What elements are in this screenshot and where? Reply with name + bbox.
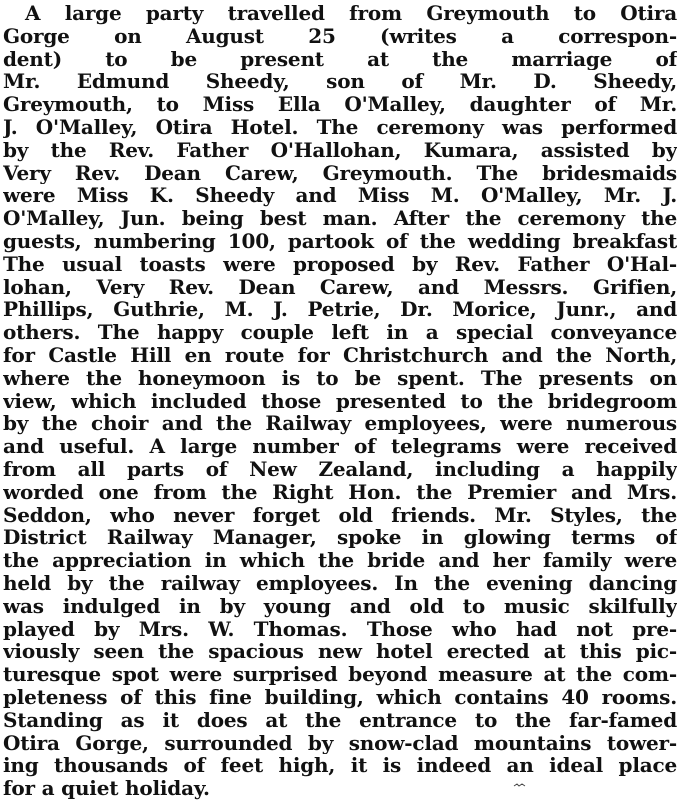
article-line: played by Mrs. W. Thomas. Those who had not pre- (3, 617, 677, 641)
article-line: pleteness of this fine building, which contains 40 rooms. (3, 685, 677, 709)
article-line: were Miss K. Sheedy and Miss M. O'Malley, Mr. J. (3, 184, 677, 208)
article-line: for Castle Hill en route for Christchurch and the North, (3, 343, 677, 367)
article-line: Greymouth, to Miss Ella O'Malley, daughter of Mr. (3, 93, 677, 116)
article-line: Seddon, who never forget old friends. Mr. Styles, the (3, 503, 677, 527)
article-line: guests, numbering 100, partook of the wedding breakfast (3, 229, 677, 253)
article-line: Standing as it does at the entrance to the far-famed (3, 708, 677, 732)
article-line: Very Rev. Dean Carew, Greymouth. The bridesmaids (3, 161, 677, 185)
article-line: Mr. Edmund Sheedy, son of Mr. D. Sheedy, (3, 70, 677, 94)
article-line: Phillips, Guthrie, M. J. Petrie, Dr. Morice, Junr., and (3, 298, 677, 322)
article-line: lohan, Very Rev. Dean Carew, and Messrs. Grifien, (3, 275, 677, 299)
article-line: for a quiet holiday. (3, 777, 210, 800)
article-line: Otira Gorge, surrounded by snow-clad mountains tower- (3, 731, 677, 755)
article-body (3, 0, 677, 800)
article-line: where the honeymoon is to be spent. The presents on (3, 366, 677, 390)
article-line: by the Rev. Father O'Hallohan, Kumara, assisted by (3, 138, 677, 162)
article-line: viously seen the spacious new hotel erected at this pic- (3, 640, 677, 664)
article-line: J. O'Malley, Otira Hotel. The ceremony was performed (3, 115, 677, 139)
article-line: view, which included those presented to the bridegroom (3, 389, 677, 413)
article-line: worded one from the Right Hon. the Premier and Mrs. (3, 480, 677, 504)
article-line: others. The happy couple left in a special conveyance (3, 321, 677, 344)
article-line: the appreciation in which the bride and her family were (3, 549, 677, 572)
article-line: O'Malley, Jun. being best man. After the ceremony the (3, 207, 677, 230)
article-line: dent) to be present at the marriage of (3, 47, 677, 71)
article-line: from all parts of New Zealand, including a happily (3, 457, 677, 481)
article-line: was indulged in by young and old to music skilfully (3, 594, 677, 618)
print-smudge-icon (513, 782, 527, 788)
article-line: The usual toasts were proposed by Rev. Father O'Hal- (3, 252, 677, 276)
article-line: ing thousands of feet high, it is indeed an ideal place (3, 754, 677, 778)
article-line: by the choir and the Railway employees, were numerous (3, 412, 677, 436)
article-line: and useful. A large number of telegrams were received (3, 435, 677, 458)
article-line: held by the railway employees. In the evening dancing (3, 571, 677, 595)
article-line: turesque spot were surprised beyond measure at the com- (3, 663, 677, 686)
newspaper-page (3, 0, 677, 802)
article-line: A large party travelled from Greymouth to Otira (25, 2, 677, 25)
article-line: District Railway Manager, spoke in glowing terms of (3, 526, 677, 550)
article-line: Gorge on August 25 (writes a correspon- (3, 24, 677, 48)
